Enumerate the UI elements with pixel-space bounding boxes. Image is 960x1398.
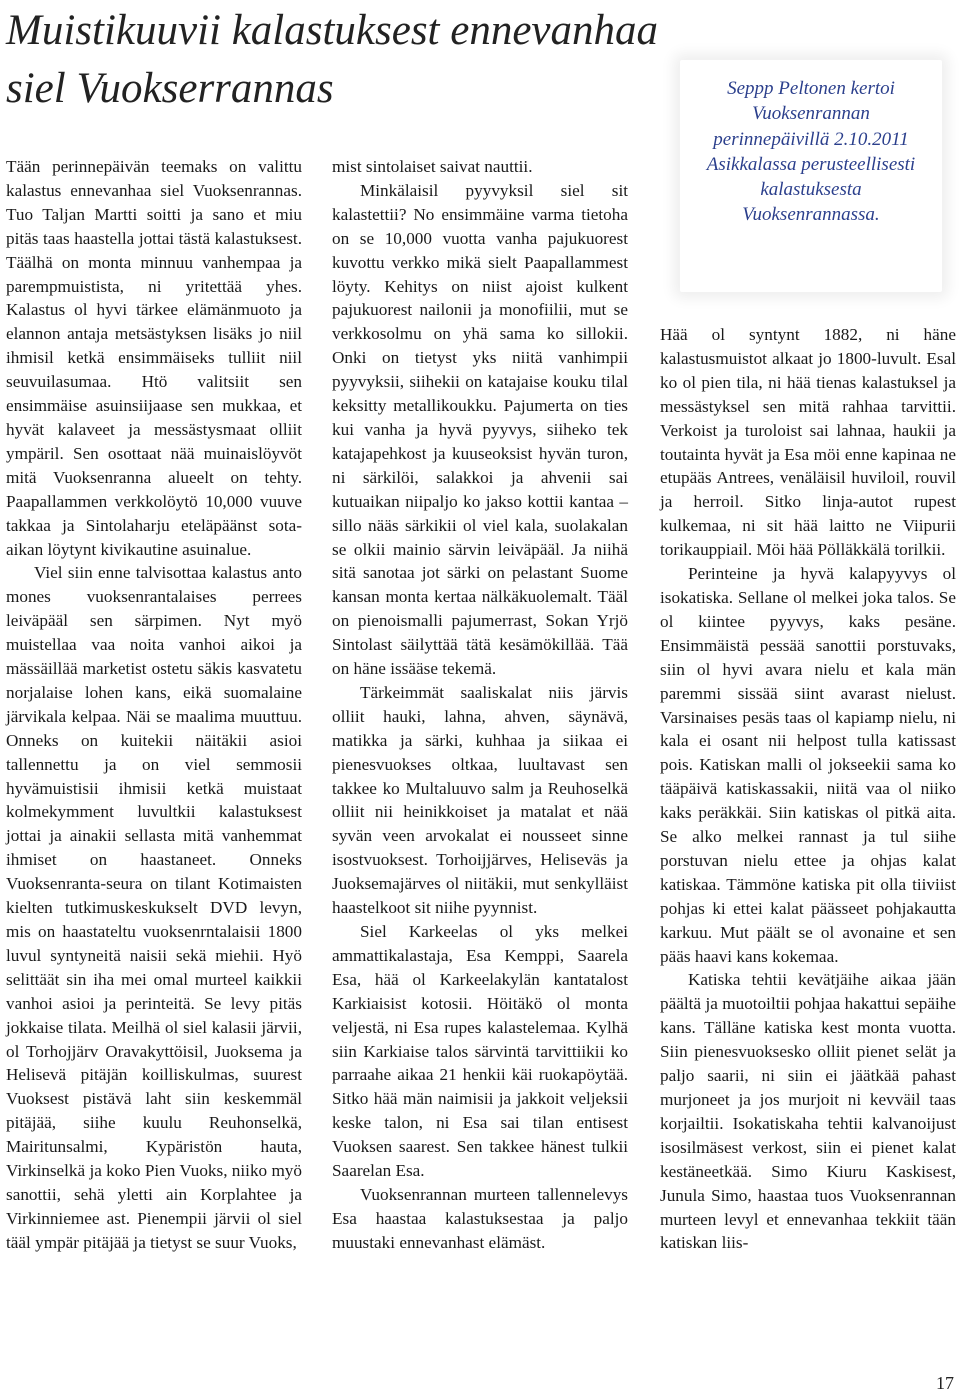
paragraph: Viel siin enne talvisottaa kalastus anto mones vuoksenrantalaises perrees leiväpääl sen särpimen. Nyt myö muistellaa vaa noita vanhoi aikoi ja mässäillää marketist ostetu säkis kasvatetu norjalaise lohen kans, eikä suomalaine järvikala kelpaa. Näi se maalima muuttuu. Onneks on kuitekii näitäkii asioi tallennettu ja on viel semmosii hyvämuistisii ihmisii ketkä muistaat kolmekymment luvultkii kalastuksest jottai ja ainakii sellasta mitä vanhemmat ihmiset on haastaneet. Onneks Vuoksenranta-seura on tilant Kotimaisten kielten tutkimuskeskukselt DVD levyn, mis on haastateltu vuoksenrntalaisii 1800 luvul syntyneitä naisii sekä miehii. Hyö selittäät sin iha mei omal murteel kaikkii vanhoi asioi ja perinteitä. Se levy pitäs jokkaise tilata. Meilhä ol siel kalasii järvii, ol Torhojjärv Oravakyttöisil, Juoksema ja Helisevä pitäjän koilliskulmas, suurest Vuoksest pistävä laht siin keskemmäl pitäjää, siihe kuulu Reuhonselkä, Mairitunsalmi, Kypäristön hauta, Virkinselkä ja koko Pien Vuoks, niiko myö sanottii, sehä yletti ain Korplahtee ja Virkinniemee ast. Pienempii järvii ol siel tääl ympär pitäjää ja tietyst se suur Vuoks, bbox=[6, 563, 302, 1252]
text-column-3 bbox=[660, 323, 956, 1255]
paragraph: Perinteine ja hyvä kalapyyvys ol isokatiska. Sellane ol melkei joka talos. Se ol kiintee pyyvys, kaks pesäne. Ensimmäistä pessää sanottii porstuvaks, siin ol hyvi avara nielu et kala män paremmi sissää siint avarast nielust. Varsinaises pesäs taas ol kapiamp nielu, ni kala ei osant nii helpost tulla katissast pois. Katiskan malli ol jokseekii sama ko tääpäivä katiskassakii, niitä vaa ol niiko kaks peräkkäi. Siin katiskas ol pitkä aita. Se alko melkei rannast ja tul siihe porstuvan nielu ettee ja ohjas kalat katiskaa. Tämmöne katiska pit olla tiiviist pohjas ki ettei kalat päässeet pohjakautta karkuu. Mut päält se ol avonaine et sen pääs haavi kans kokemaa. bbox=[660, 564, 956, 966]
text-column-1 bbox=[6, 155, 302, 1255]
paragraph: mist sintolaiset saivat nauttii. bbox=[332, 157, 533, 176]
paragraph: Tärkeimmät saaliskalat niis järvis olliit hauki, lahna, ahven, säynävä, matikka ja särki, kuhhaa ja siikaa ei pienesvuokses oltkaa, luultavast sen takkee ko Multaluuvo salm ja Reuhoselkä olliit nii heinikkoiset ja matalat et nää syvän veen arvokalat ei nousseet sinne isostvuoksest. Torhoijjärves, Heliseväs ja Juoksemajärves ol niitäkii, mut senkylläist haastelkoot sit niihe pyynnist. bbox=[332, 682, 628, 918]
paragraph: Tään perinnepäivän teemaks on valittu kalastus ennevanhaa siel Vuoksenrannas. Tuo Taljan Martti soitti ja sano et miu pitäs taas haastella jottai tästä kalastuksest. Täälhä on monta minnuu vanhempaa ja parempmuistista, ni yritettää yhes. Kalastus ol hyvi tärkee elämänmuoto ja elannon antaja metsästyksen lisäks jo niil ihmisil ketkä ensimmäiseks tulliit niil seuvuilasumaa. Htö valitsiit sen ensimmäise asuinsiijaase sen mukkaa, et hyvät kalaveet ja messästysmaat olliit ympäril. Sen osottaat nää muinaislöyvöt mitä Vuoksenranna alueelt on tehty. Paapallammen verkkolöytö 10,000 vuuve takkaa ja Sintolaharju eteläpäänst sota-aikan löytynt kivikautine asuinalue. bbox=[6, 157, 302, 559]
paragraph: Siel Karkeelas ol yks melkei ammattikalastaja, Esa Kemppi, Saarela Esa, hää ol Karkeelakylän kantatalost Karkiaisist kotosii. Höitäkö ol monta veljestä, ni Esa rupes kalastelemaa. Kylhä siin Karkiaise talos särvintä tarvittiikii ko parraahe aikaa 21 henkii käi ruokapöytää. Sitko hää män naimisii ja jakkoit veljeksii keske talon, ni Esa sai tilan entisest Vuoksen saarest. Sen takkee hänest tulkii Saarelan Esa. bbox=[332, 922, 628, 1181]
page-number: 17 bbox=[936, 1373, 954, 1393]
paragraph: Minkälaisil pyyvyksil siel sit kalastettii? No ensimmäine varma tietoha on se 10,000 vuotta vanha pajukuorest kuvottu verkko mikä sielt Paapallammest löyty. Kehitys on niist ajoist kulkent pajukuorest nailonii ja monofiilii, mut se verkkosolmu on yhä sama ko sillokii. Onki on tietyst yks niitä vanhimpii pyyvyksii, siihekii on katajaise kouku tilal keksitty metallikoukku. Pajumerta on ties kui vanha ja hyvä pyyvys, siiheko tek katajapehkost ja kuuseoksist hyvän turon, ni särkilöi, salakkoi ja ahvenii sai kutuaikan niipaljo ko jakso kottii kantaa – sillo nääs särkikii ol viel kala, suolakalan se olkii mainio särvin leiväpääl. Ja niihä sitä sanotaa jot särki on pelastant Suome kansan monta kertaa nälkäkuolemalt. Tääl on pienoismalli pajumerrast, Sokan Yrjö Sintolast säilyttää tätä kesämökillää. Tää on häne issääse tekemä. bbox=[332, 180, 628, 679]
text-column-2 bbox=[332, 155, 628, 1255]
paragraph: Katiska tehtii kevätjäihe aikaa jään päältä ja muotoiltii pohjaa hakattui sepäihe kans. Tälläne katiska kest monta vuotta. Siin pienesvuoksesko olliit pienet selät ja paljo saarii, ni siin ei jäätkää pahast murjoneet ja jos murjoit ni kevväil taas korjailtii. Isokatiskaha tehtii kalvanoijust isosilmäsest verkost, siin ei pienet kalat kestäneetkää. Simo Kiuru Kaskisest, Junula Simo, haastaa tuos Vuoksenrannan murteen levyl et ennevanhaa tekkiit tään katiskan liis- bbox=[660, 970, 956, 1253]
callout-box bbox=[680, 60, 942, 292]
paragraph: Vuoksenrannan murteen tallennelevys Esa haastaa kalastuksestaa ja paljo muustaki ennevanhast elämäst. bbox=[332, 1184, 628, 1252]
callout-text: Seppp Peltonen kertoi Vuoksenrannan perinnepäivillä 2.10.2011 Asikkalassa perusteellisesti kalastuksesta Vuoksenrannassa. bbox=[706, 78, 916, 226]
article-title: Muistikuuvii kalastuksest ennevanhaa siel Vuokserrannas bbox=[6, 7, 659, 112]
paragraph: Hää ol syntynt 1882, ni häne kalastusmuistot alkaat jo 1800-luvult. Esal ko ol pien tila, ni hää tienas kalastuksel ja messästyksel sen mitä rahhaa tarvittii. Verkoist ja turoloist sai lahnaa, haukii ja toutainta hyvät ja Esa möi enne kapinaa ne etupääs Antrees, venäläisil huviloil, rouvil ja herroil. Sitko linja-autot rupest kulkemaa, ni sit hää laitto ne Viipurii torikauppiail. Möi hää Pölläkkälä torilkii. bbox=[660, 325, 956, 560]
